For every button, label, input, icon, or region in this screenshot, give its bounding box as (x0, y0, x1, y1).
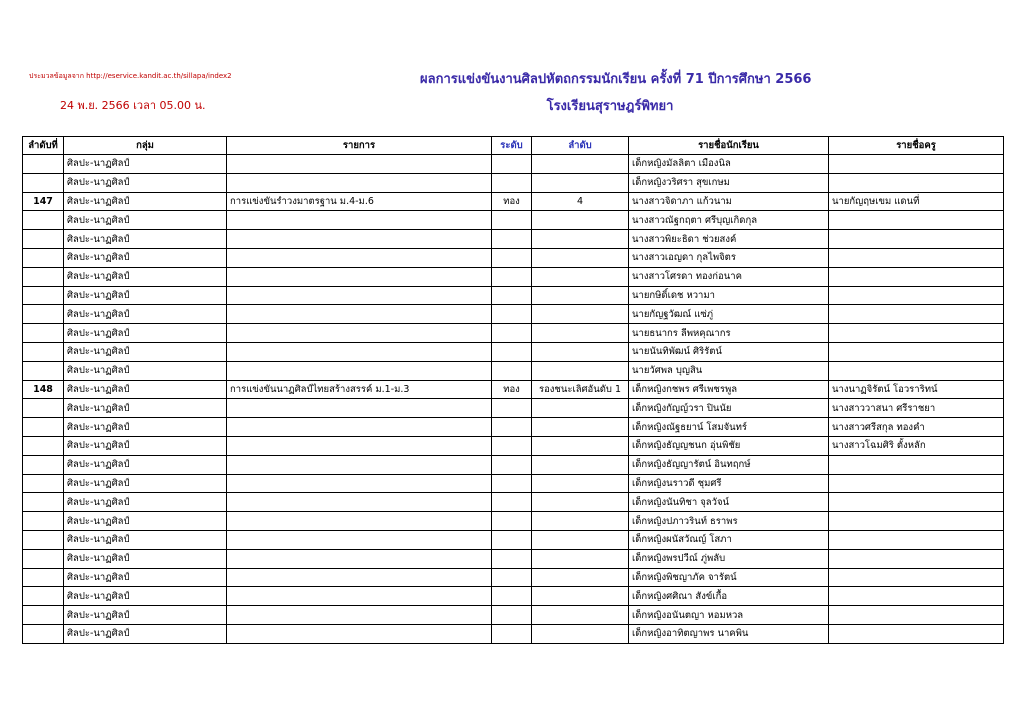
teacher-cell (829, 248, 1004, 267)
teacher-cell (829, 587, 1004, 606)
no-cell (23, 455, 64, 474)
table-row (23, 305, 1004, 324)
rank-cell (532, 436, 629, 455)
teacher-cell (829, 512, 1004, 531)
rank-cell (532, 267, 629, 286)
table-row (23, 248, 1004, 267)
group-cell: ศิลปะ-นาฏศิลป์ (64, 192, 227, 211)
level-cell (492, 267, 532, 286)
level-cell (492, 230, 532, 249)
table-row (23, 192, 1004, 211)
level-cell (492, 436, 532, 455)
rank-cell (532, 606, 629, 625)
teacher-cell (829, 530, 1004, 549)
level-cell (492, 606, 532, 625)
rank-cell: รองชนะเลิศอันดับ 1 (532, 380, 629, 399)
group-cell: ศิลปะ-นาฏศิลป์ (64, 399, 227, 418)
table-row (23, 436, 1004, 455)
table-row (23, 155, 1004, 174)
student-cell: นายวัศพล บุญสิน (629, 361, 829, 380)
item-cell (227, 230, 492, 249)
school-name: โรงเรียนสุราษฎร์พิทยา (546, 99, 674, 114)
table-row (23, 230, 1004, 249)
col-header-no: ลำดับที่ (23, 137, 64, 155)
group-cell: ศิลปะ-นาฏศิลป์ (64, 248, 227, 267)
no-cell (23, 248, 64, 267)
table-row (23, 173, 1004, 192)
student-cell: เด็กหญิงธัญญารัตน์ อินทฤกษ์ (629, 455, 829, 474)
table-row (23, 267, 1004, 286)
group-cell: ศิลปะ-นาฏศิลป์ (64, 342, 227, 361)
page-title: ผลการแข่งขันงานศิลปหัตถกรรมนักเรียน ครั้งที่ 71 ปีการศึกษา 2566 (420, 72, 812, 87)
rank-cell (532, 230, 629, 249)
teacher-cell (829, 474, 1004, 493)
level-cell (492, 324, 532, 343)
group-cell: ศิลปะ-นาฏศิลป์ (64, 286, 227, 305)
table-row (23, 455, 1004, 474)
student-cell: เด็กหญิงวริศรา สุขเกษม (629, 173, 829, 192)
teacher-cell (829, 568, 1004, 587)
item-cell (227, 305, 492, 324)
student-cell: เด็กหญิงพรปวีณ์ ภู่พลับ (629, 549, 829, 568)
group-cell: ศิลปะ-นาฏศิลป์ (64, 361, 227, 380)
no-cell (23, 211, 64, 230)
table-row (23, 493, 1004, 512)
group-cell: ศิลปะ-นาฏศิลป์ (64, 230, 227, 249)
teacher-cell: นางสาวศรีสกุล ทองคำ (829, 418, 1004, 437)
no-cell: 148 (23, 380, 64, 399)
rank-cell (532, 568, 629, 587)
col-header-rank: ลำดับ (532, 137, 629, 155)
level-cell (492, 305, 532, 324)
level-cell (492, 568, 532, 587)
student-cell: เด็กหญิงศศิณา สังข์เกื้อ (629, 587, 829, 606)
no-cell (23, 512, 64, 531)
item-cell (227, 493, 492, 512)
teacher-cell (829, 342, 1004, 361)
table-row (23, 549, 1004, 568)
no-cell (23, 568, 64, 587)
teacher-cell (829, 211, 1004, 230)
teacher-cell (829, 324, 1004, 343)
no-cell: 147 (23, 192, 64, 211)
item-cell (227, 418, 492, 437)
level-cell (492, 173, 532, 192)
rank-cell (532, 474, 629, 493)
table-row (23, 474, 1004, 493)
table-header-row (23, 137, 1004, 155)
rank-cell (532, 155, 629, 174)
level-cell (492, 418, 532, 437)
teacher-cell (829, 155, 1004, 174)
level-cell (492, 493, 532, 512)
teacher-cell (829, 230, 1004, 249)
teacher-cell: นางสาววาสนา ศรีราชยา (829, 399, 1004, 418)
level-cell (492, 155, 532, 174)
teacher-cell: นายกัญฤษเขม แดนที่ (829, 192, 1004, 211)
rank-cell (532, 587, 629, 606)
item-cell (227, 399, 492, 418)
teacher-cell (829, 286, 1004, 305)
rank-cell: 4 (532, 192, 629, 211)
group-cell: ศิลปะ-นาฏศิลป์ (64, 211, 227, 230)
no-cell (23, 587, 64, 606)
table-row (23, 624, 1004, 643)
rank-cell (532, 530, 629, 549)
student-cell: นางสาวพิยะธิดา ช่วยสงค์ (629, 230, 829, 249)
table-row (23, 530, 1004, 549)
teacher-cell (829, 493, 1004, 512)
student-cell: นางสาวเอญดา กุลไพจิตร (629, 248, 829, 267)
item-cell (227, 587, 492, 606)
item-cell (227, 568, 492, 587)
level-cell (492, 530, 532, 549)
teacher-cell (829, 267, 1004, 286)
group-cell: ศิลปะ-นาฏศิลป์ (64, 173, 227, 192)
level-cell: ทอง (492, 380, 532, 399)
item-cell (227, 624, 492, 643)
teacher-cell (829, 361, 1004, 380)
teacher-cell (829, 305, 1004, 324)
student-cell: เด็กหญิงธัญญชนก อุ่นพิชัย (629, 436, 829, 455)
no-cell (23, 606, 64, 625)
student-cell: เด็กหญิงปภาวรินท์ ธราพร (629, 512, 829, 531)
no-cell (23, 305, 64, 324)
col-header-item: รายการ (227, 137, 492, 155)
group-cell: ศิลปะ-นาฏศิลป์ (64, 606, 227, 625)
no-cell (23, 342, 64, 361)
rank-cell (532, 493, 629, 512)
table-row (23, 418, 1004, 437)
col-header-level: ระดับ (492, 137, 532, 155)
group-cell: ศิลปะ-นาฏศิลป์ (64, 624, 227, 643)
no-cell (23, 530, 64, 549)
no-cell (23, 399, 64, 418)
rank-cell (532, 173, 629, 192)
source-note: ประมวลข้อมูลจาก http://eservice.kandit.ac.th/sillapa/index2 (29, 72, 232, 80)
group-cell: ศิลปะ-นาฏศิลป์ (64, 493, 227, 512)
report-date: 24 พ.ย. 2566 เวลา 05.00 น. (60, 99, 206, 112)
item-cell (227, 267, 492, 286)
no-cell (23, 155, 64, 174)
teacher-cell: นางนาฏจิรัตน์ โอวราริทน์ (829, 380, 1004, 399)
no-cell (23, 624, 64, 643)
table-row (23, 361, 1004, 380)
group-cell: ศิลปะ-นาฏศิลป์ (64, 305, 227, 324)
table-row (23, 568, 1004, 587)
level-cell (492, 455, 532, 474)
no-cell (23, 418, 64, 437)
group-cell: ศิลปะ-นาฏศิลป์ (64, 568, 227, 587)
group-cell: ศิลปะ-นาฏศิลป์ (64, 380, 227, 399)
group-cell: ศิลปะ-นาฏศิลป์ (64, 267, 227, 286)
item-cell (227, 155, 492, 174)
item-cell (227, 248, 492, 267)
table-row (23, 399, 1004, 418)
table-row (23, 606, 1004, 625)
student-cell: เด็กหญิงพิชญาภัค จารัตน์ (629, 568, 829, 587)
rank-cell (532, 248, 629, 267)
teacher-cell (829, 173, 1004, 192)
rank-cell (532, 342, 629, 361)
rank-cell (532, 324, 629, 343)
rank-cell (532, 305, 629, 324)
rank-cell (532, 418, 629, 437)
level-cell (492, 512, 532, 531)
teacher-cell (829, 606, 1004, 625)
item-cell (227, 436, 492, 455)
table-row (23, 342, 1004, 361)
no-cell (23, 361, 64, 380)
student-cell: นางสาวโศรดา ทองก่อนาค (629, 267, 829, 286)
table-row (23, 324, 1004, 343)
no-cell (23, 267, 64, 286)
item-cell (227, 211, 492, 230)
item-cell (227, 324, 492, 343)
item-cell (227, 455, 492, 474)
group-cell: ศิลปะ-นาฏศิลป์ (64, 436, 227, 455)
item-cell (227, 512, 492, 531)
table-row (23, 211, 1004, 230)
level-cell (492, 549, 532, 568)
rank-cell (532, 512, 629, 531)
item-cell (227, 530, 492, 549)
student-cell: นายกัญฐวัฒณ์ แซ่ภู่ (629, 305, 829, 324)
no-cell (23, 436, 64, 455)
level-cell (492, 474, 532, 493)
student-cell: เด็กหญิงกชพร ศรีเพชรพูล (629, 380, 829, 399)
item-cell (227, 342, 492, 361)
teacher-cell: นางสาวโฉมศิริ ตั้งหลัก (829, 436, 1004, 455)
student-cell: เด็กหญิงอาทิตญาพร นาคพิน (629, 624, 829, 643)
no-cell (23, 493, 64, 512)
group-cell: ศิลปะ-นาฏศิลป์ (64, 455, 227, 474)
item-cell (227, 286, 492, 305)
group-cell: ศิลปะ-นาฏศิลป์ (64, 324, 227, 343)
no-cell (23, 324, 64, 343)
group-cell: ศิลปะ-นาฏศิลป์ (64, 549, 227, 568)
results-table (22, 136, 1004, 644)
item-cell (227, 361, 492, 380)
student-cell: เด็กหญิงนราวดี ชุมศรี (629, 474, 829, 493)
group-cell: ศิลปะ-นาฏศิลป์ (64, 474, 227, 493)
level-cell (492, 342, 532, 361)
no-cell (23, 286, 64, 305)
group-cell: ศิลปะ-นาฏศิลป์ (64, 512, 227, 531)
teacher-cell (829, 455, 1004, 474)
teacher-cell (829, 549, 1004, 568)
teacher-cell (829, 624, 1004, 643)
level-cell (492, 399, 532, 418)
level-cell (492, 361, 532, 380)
level-cell (492, 587, 532, 606)
student-cell: นายนันทิพัฒน์ ศิริรัตน์ (629, 342, 829, 361)
level-cell (492, 286, 532, 305)
rank-cell (532, 455, 629, 474)
student-cell: เด็กหญิงณัฐธยาน์ โสมจันทร์ (629, 418, 829, 437)
group-cell: ศิลปะ-นาฏศิลป์ (64, 587, 227, 606)
col-header-group: กลุ่ม (64, 137, 227, 155)
rank-cell (532, 286, 629, 305)
col-header-students: รายชื่อนักเรียน (629, 137, 829, 155)
rank-cell (532, 211, 629, 230)
no-cell (23, 230, 64, 249)
group-cell: ศิลปะ-นาฏศิลป์ (64, 530, 227, 549)
no-cell (23, 549, 64, 568)
no-cell (23, 474, 64, 493)
no-cell (23, 173, 64, 192)
table-row (23, 286, 1004, 305)
group-cell: ศิลปะ-นาฏศิลป์ (64, 155, 227, 174)
level-cell (492, 624, 532, 643)
rank-cell (532, 399, 629, 418)
student-cell: เด็กหญิงกัญญ์วรา ปินนัย (629, 399, 829, 418)
student-cell: นายกษิดิ์เดช หวามา (629, 286, 829, 305)
student-cell: เด็กหญิงมัลลิตา เมืองนิล (629, 155, 829, 174)
table-row (23, 512, 1004, 531)
rank-cell (532, 361, 629, 380)
item-cell: การแข่งขันนาฏศิลป์ไทยสร้างสรรค์ ม.1-ม.3 (227, 380, 492, 399)
rank-cell (532, 624, 629, 643)
level-cell (492, 248, 532, 267)
group-cell: ศิลปะ-นาฏศิลป์ (64, 418, 227, 437)
level-cell: ทอง (492, 192, 532, 211)
item-cell (227, 549, 492, 568)
item-cell (227, 173, 492, 192)
item-cell (227, 606, 492, 625)
student-cell: นายธนากร ลีพหคุณากร (629, 324, 829, 343)
item-cell (227, 474, 492, 493)
level-cell (492, 211, 532, 230)
table-row (23, 380, 1004, 399)
table-row (23, 587, 1004, 606)
col-header-teachers: รายชื่อครู (829, 137, 1004, 155)
student-cell: เด็กหญิงอนันตญา หอมหวล (629, 606, 829, 625)
student-cell: เด็กหญิงนันทิชา จุลวัจน์ (629, 493, 829, 512)
student-cell: นางสาวจิดาภา แก้วนาม (629, 192, 829, 211)
student-cell: นางสาวณัฐกฤตา ศรีบุญเกิดกุล (629, 211, 829, 230)
rank-cell (532, 549, 629, 568)
item-cell: การแข่งขันรำวงมาตรฐาน ม.4-ม.6 (227, 192, 492, 211)
student-cell: เด็กหญิงผนัสวัณญ์ โสภา (629, 530, 829, 549)
